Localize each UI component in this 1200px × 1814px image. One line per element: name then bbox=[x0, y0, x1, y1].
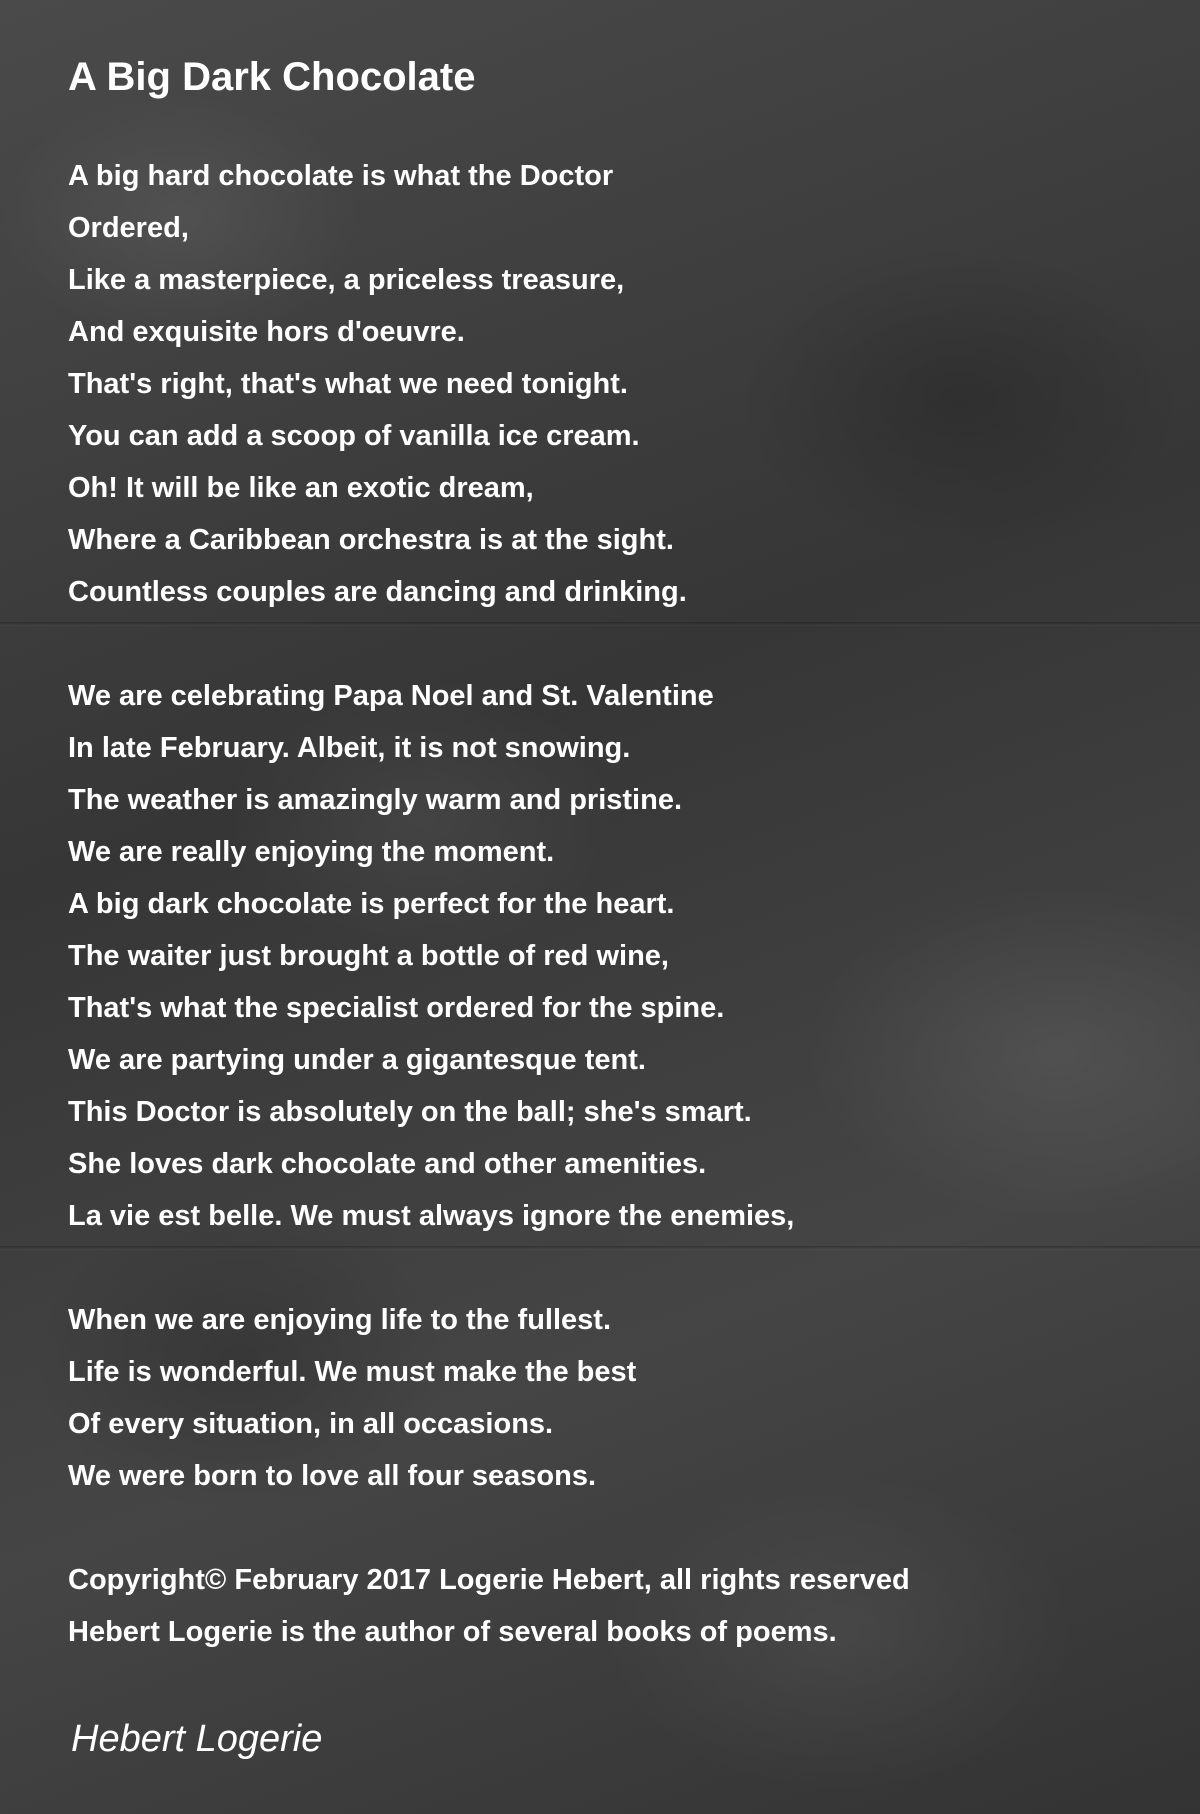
poem-line: Life is wonderful. We must make the best bbox=[68, 1356, 637, 1388]
poem-line: Countless couples are dancing and drinking. bbox=[68, 576, 687, 608]
stanza-break bbox=[68, 618, 910, 670]
poem-line: You can add a scoop of vanilla ice cream. bbox=[68, 420, 640, 452]
stanza-break bbox=[68, 1502, 910, 1554]
poem-line: We were born to love all four seasons. bbox=[68, 1460, 597, 1492]
poem-line: A big hard chocolate is what the Doctor bbox=[68, 160, 614, 192]
poem-line: The weather is amazingly warm and pristine. bbox=[68, 784, 683, 816]
poem-line: And exquisite hors d'oeuvre. bbox=[68, 316, 465, 348]
author-signature: Hebert Logerie bbox=[71, 1718, 323, 1760]
stanza-break bbox=[68, 1242, 910, 1294]
poem-line: Ordered, bbox=[68, 212, 189, 244]
poem-line: In late February. Albeit, it is not snowing. bbox=[68, 732, 631, 764]
poem-line: That's right, that's what we need tonight. bbox=[68, 368, 628, 400]
poem-line: The waiter just brought a bottle of red wine, bbox=[68, 940, 669, 972]
poem-line: Hebert Logerie is the author of several books of poems. bbox=[68, 1616, 837, 1648]
poem-line: Like a masterpiece, a priceless treasure, bbox=[68, 264, 625, 296]
poem-line: This Doctor is absolutely on the ball; she's smart. bbox=[68, 1096, 752, 1128]
poem-line: A big dark chocolate is perfect for the heart. bbox=[68, 888, 675, 920]
poem-line: She loves dark chocolate and other amenities. bbox=[68, 1148, 707, 1180]
poem-line: Where a Caribbean orchestra is at the sight. bbox=[68, 524, 674, 556]
poem-line: Copyright© February 2017 Logerie Hebert, all rights reserved bbox=[68, 1564, 910, 1596]
poem-line: That's what the specialist ordered for the spine. bbox=[68, 992, 725, 1024]
poem-line: When we are enjoying life to the fullest. bbox=[68, 1304, 612, 1336]
poem-line: We are celebrating Papa Noel and St. Valentine bbox=[68, 680, 714, 712]
poem-line: We are partying under a gigantesque tent. bbox=[68, 1044, 646, 1076]
poem-line: Oh! It will be like an exotic dream, bbox=[68, 472, 534, 504]
poem-line: La vie est belle. We must always ignore the enemies, bbox=[68, 1200, 795, 1232]
poem-body bbox=[68, 150, 910, 1658]
poem-title: A Big Dark Chocolate bbox=[68, 55, 476, 99]
poem-line: We are really enjoying the moment. bbox=[68, 836, 555, 868]
poem-line: Of every situation, in all occasions. bbox=[68, 1408, 554, 1440]
